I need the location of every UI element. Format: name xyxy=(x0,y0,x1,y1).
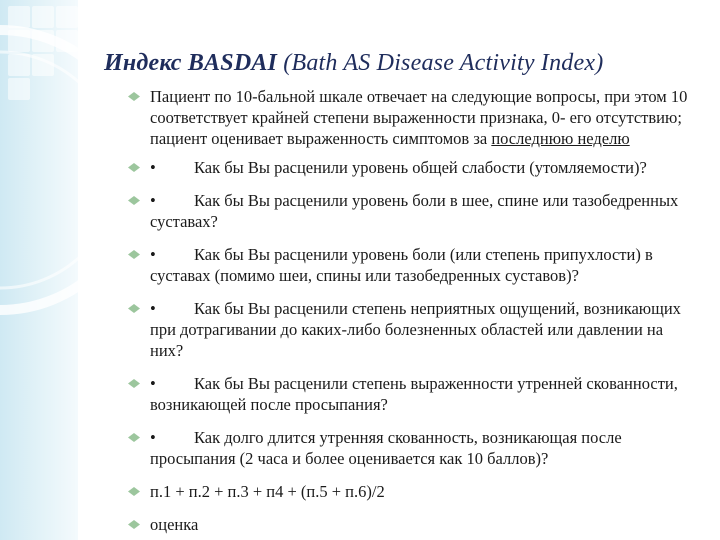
leaf-bullet-icon xyxy=(128,433,140,442)
title-main: Индекс BASDAI xyxy=(104,50,278,76)
intro-text: Пациент по 10-бальной шкале отвечает на следующие вопросы, при этом 10 соответствует крайней степени выраженности признака, 0- его отсутствию; пациент оценивает выраженность симптомов за xyxy=(150,87,688,148)
leaf-bullet-icon xyxy=(128,92,140,101)
list-item-question-2 xyxy=(128,190,700,232)
leaf-bullet-icon xyxy=(128,520,140,529)
question-text: Как бы Вы расценили степень выраженности утренней скованности, возникающей после просыпания? xyxy=(150,374,678,414)
question-text: Как бы Вы расценили уровень боли в шее, спине или тазобедренных суставах? xyxy=(150,191,679,231)
list-item-question-4 xyxy=(128,298,700,361)
inner-bullet-marker: • xyxy=(150,191,156,210)
question-text: Как бы Вы расценили степень неприятных ощущений, возникающих при дотрагивании до каких-либо болезненных областей или давлении на них? xyxy=(150,299,681,360)
inner-bullet-marker: • xyxy=(150,299,156,318)
leaf-bullet-icon xyxy=(128,304,140,313)
list-item-final xyxy=(128,514,700,535)
final-text: оценка xyxy=(150,515,199,534)
inner-bullet-marker: • xyxy=(150,374,156,393)
list-item-intro xyxy=(128,86,700,149)
title-rest: (Bath AS Disease Activity Index) xyxy=(277,50,604,76)
slide-title xyxy=(104,50,704,77)
list-item-question-5 xyxy=(128,373,700,415)
formula-text: п.1 + п.2 + п.3 + п4 + (п.5 + п.6)/2 xyxy=(150,482,385,501)
question-text: Как бы Вы расценили уровень боли (или степень припухлости) в суставах (помимо шеи, спины или тазобедренных суставов)? xyxy=(150,245,653,285)
leaf-bullet-icon xyxy=(128,379,140,388)
inner-bullet-marker: • xyxy=(150,428,156,447)
list-item-question-6 xyxy=(128,427,700,469)
leaf-bullet-icon xyxy=(128,250,140,259)
leaf-bullet-icon xyxy=(128,196,140,205)
content-list xyxy=(128,86,700,535)
list-item-question-3 xyxy=(128,244,700,286)
list-item-question-1 xyxy=(128,157,700,178)
intro-underlined: последнюю неделю xyxy=(491,129,630,148)
question-text: Как бы Вы расценили уровень общей слабости (утомляемости)? xyxy=(194,158,647,177)
question-text: Как долго длится утренняя скованность, возникающая после просыпания (2 часа и более оценивается как 10 баллов)? xyxy=(150,428,622,468)
leaf-bullet-icon xyxy=(128,487,140,496)
inner-bullet-marker: • xyxy=(150,245,156,264)
inner-bullet-marker: • xyxy=(150,158,156,177)
leaf-bullet-icon xyxy=(128,163,140,172)
list-item-formula xyxy=(128,481,700,502)
